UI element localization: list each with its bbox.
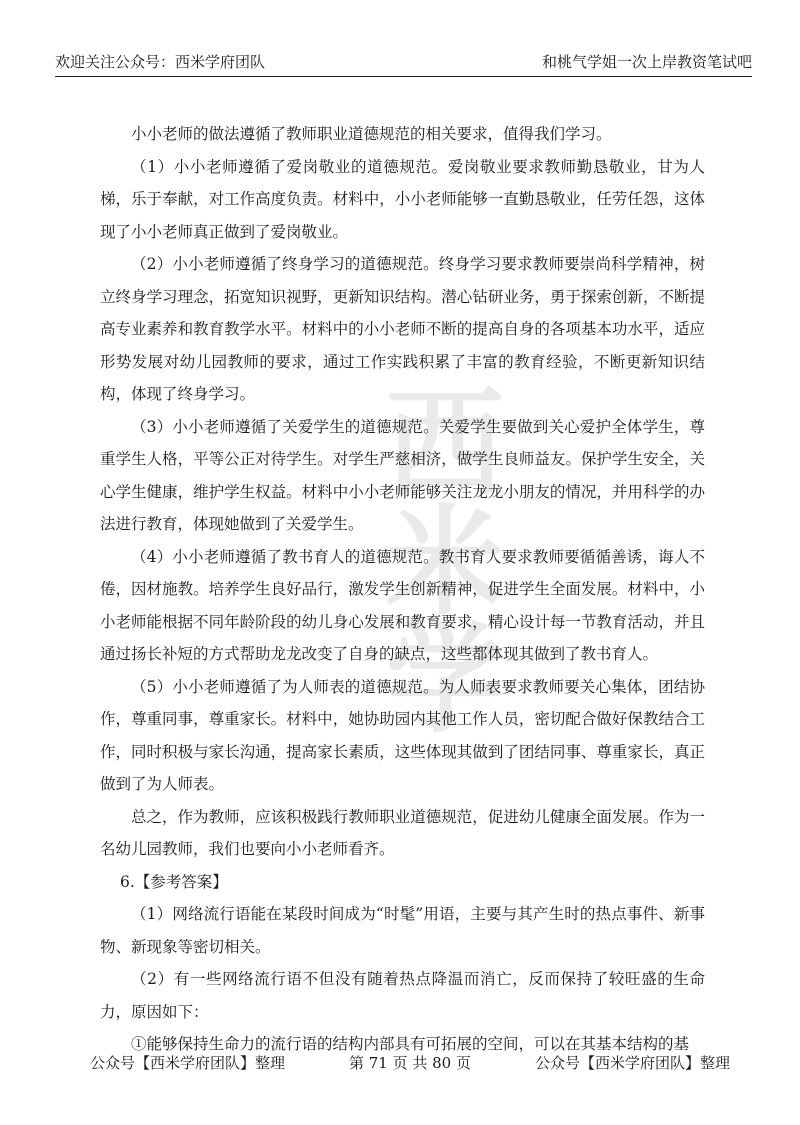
question-6-heading: 6.【参考答案】 xyxy=(120,872,228,891)
paragraph-answer-2: （2）有一些网络流行语不但没有随着热点降温而消亡，反而保持了较旺盛的生命力，原因如下： xyxy=(100,970,705,1021)
paragraph-answer-2-reason-1: ①能够保持生命力的流行语的结构内部具有可拓展的空间，可以在其基本结构的基 xyxy=(131,1035,690,1053)
paragraph-point-4: （4）小小老师遵循了教书育人的道德规范。教书育人要求教师要循循善诱，诲人不倦，因材施教。培养学生良好品行，激发学生创新精神，促进学生全面发展。材料中，小小老师能根据不同年龄阶段的幼儿身心发展和教育要求，精心设计每一节教育活动，并且通过扬长补短的方式帮助龙龙改变了自身的缺点，这些都体现其做到了教书育人。 xyxy=(100,547,705,663)
page-number: 第 71 页 共 80 页 xyxy=(348,1054,471,1072)
header-right-text: 和桃气学姐一次上岸教资笔试吧 xyxy=(541,53,752,71)
watermark-glyph: 学 xyxy=(385,611,504,749)
paragraph-point-5: （5）小小老师遵循了为人师表的道德规范。为人师表要求教师要关心集体，团结协作，尊重同事，尊重家长。材料中，她协助园内其他工作人员，密切配合做好保教结合工作，同时积极与家长沟通，提高家长素质，这些体现其做到了团结同事、尊重家长，真正做到了为人师表。 xyxy=(100,677,705,793)
header-divider xyxy=(55,76,752,77)
footer-right-text: 公众号【西米学府团队】整理 xyxy=(534,1054,730,1072)
paragraph-intro: 小小老师的做法遵循了教师职业道德规范的相关要求，值得我们学习。 xyxy=(131,125,612,143)
header-left-text: 欢迎关注公众号：西米学府团队 xyxy=(55,53,266,71)
paragraph-point-3: （3）小小老师遵循了关爱学生的道德规范。关爱学生要做到关心爱护全体学生，尊重学生人格，平等公正对待学生。对学生严慈相济，做学生良师益友。保护学生安全，关心学生健康，维护学生权益。材料中小小老师能够关注龙龙小朋友的情况，并用科学的办法进行教育，体现她做到了关爱学生。 xyxy=(100,417,705,533)
page-header xyxy=(55,44,752,72)
watermark-glyph: 米 xyxy=(385,493,504,631)
page-footer xyxy=(90,1052,730,1073)
watermark-glyph: 西 xyxy=(385,375,504,513)
paragraph-conclusion: 总之，作为教师，应该积极践行教师职业道德规范，促进幼儿健康全面发展。作为一名幼儿园教师，我们也要向小小老师看齐。 xyxy=(100,807,705,858)
document-body xyxy=(100,118,705,1061)
paragraph-answer-1: （1）网络流行语能在某段时间成为“时髦”用语，主要与其产生时的热点事件、新事物、新现象等密切相关。 xyxy=(100,905,705,956)
footer-left-text: 公众号【西米学府团队】整理 xyxy=(90,1054,286,1072)
paragraph-point-2: （2）小小老师遵循了终身学习的道德规范。终身学习要求教师要崇尚科学精神，树立终身学习理念，拓宽知识视野，更新知识结构。潜心钻研业务，勇于探索创新，不断提高专业素养和教育教学水平。材料中的小小老师不断的提高自身的各项基本功水平，适应形势发展对幼儿园教师的要求，通过工作实践积累了丰富的教育经验，不断更新知识结构，体现了终身学习。 xyxy=(100,255,705,403)
paragraph-point-1: （1）小小老师遵循了爱岗敬业的道德规范。爱岗敬业要求教师勤恳敬业，甘为人梯，乐于奉献，对工作高度负责。材料中，小小老师能够一直勤恳敬业，任劳任怨，这体现了小小老师真正做到了爱岗敬业。 xyxy=(100,157,705,241)
